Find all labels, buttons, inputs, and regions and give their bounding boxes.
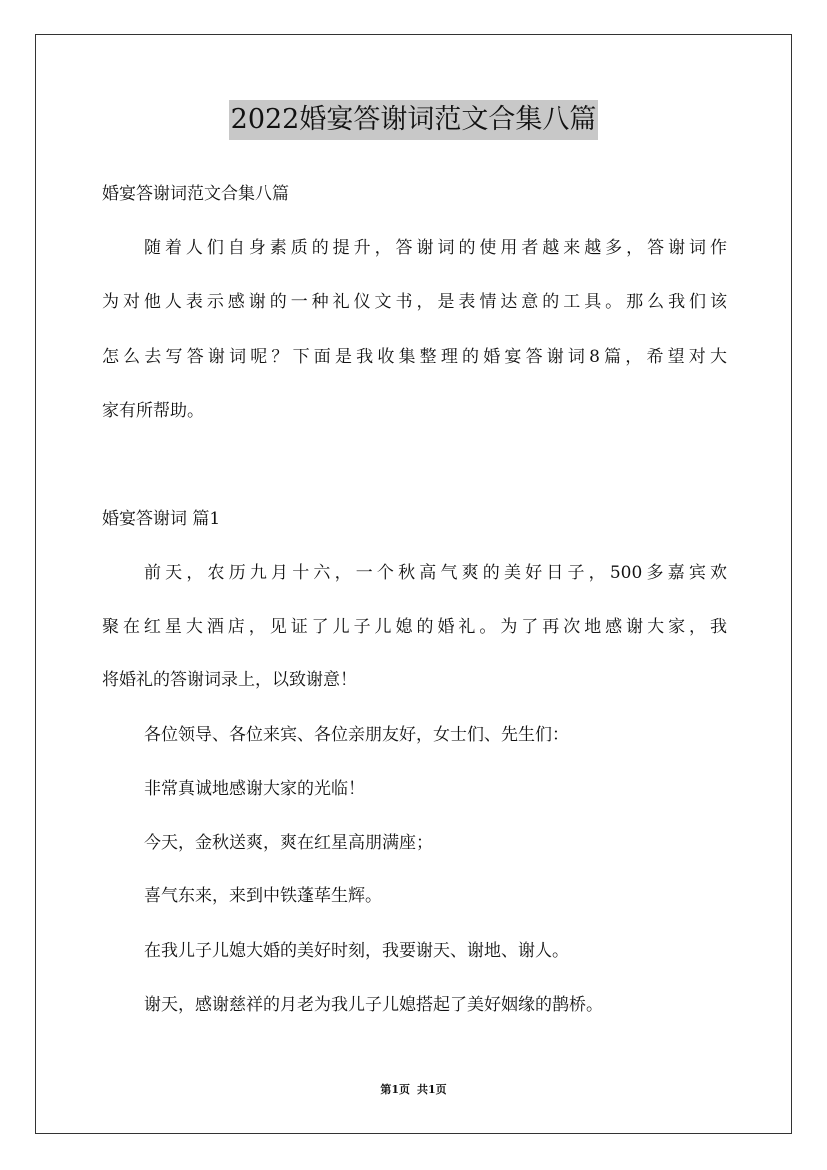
joy-line: 喜气东来，来到中铁蓬荜生辉。 bbox=[144, 886, 382, 906]
paragraph-line-1: 前天，农历九月十六，一个秋高气爽的美好日子，500多嘉宾欢 bbox=[144, 563, 727, 583]
page-total: 共1页 bbox=[417, 1083, 447, 1096]
paragraph-line-2: 聚在红星大酒店，见证了儿子儿媳的婚礼。为了再次地感谢大家，我 bbox=[102, 617, 727, 637]
page-number: 第1页 bbox=[380, 1083, 410, 1096]
thanks-line: 非常真诚地感谢大家的光临！ bbox=[144, 779, 365, 799]
intro-line-3: 怎么去写答谢词呢？下面是我收集整理的婚宴答谢词8篇，希望对大 bbox=[102, 347, 727, 367]
document-subtitle: 婚宴答谢词范文合集八篇 bbox=[102, 184, 289, 204]
title-container bbox=[0, 100, 827, 140]
autumn-line: 今天，金秋送爽，爽在红星高朋满座； bbox=[144, 833, 433, 853]
greeting-line: 各位领导、各位来宾、各位亲朋友好，女士们、先生们： bbox=[144, 725, 569, 745]
intro-line-4: 家有所帮助。 bbox=[102, 401, 204, 421]
page-footer bbox=[0, 1082, 827, 1098]
intro-line-2: 为对他人表示感谢的一种礼仪文书，是表情达意的工具。那么我们该 bbox=[102, 292, 727, 312]
moment-line: 在我儿子儿媳大婚的美好时刻，我要谢天、谢地、谢人。 bbox=[144, 941, 569, 961]
intro-line-1: 随着人们自身素质的提升，答谢词的使用者越来越多，答谢词作 bbox=[144, 238, 727, 258]
section-heading: 婚宴答谢词 篇1 bbox=[102, 509, 221, 529]
paragraph-line-3: 将婚礼的答谢词录上，以致谢意！ bbox=[102, 670, 357, 690]
document-title: 2022婚宴答谢词范文合集八篇 bbox=[229, 100, 599, 140]
heaven-line: 谢天，感谢慈祥的月老为我儿子儿媳搭起了美好姻缘的鹊桥。 bbox=[144, 995, 603, 1015]
